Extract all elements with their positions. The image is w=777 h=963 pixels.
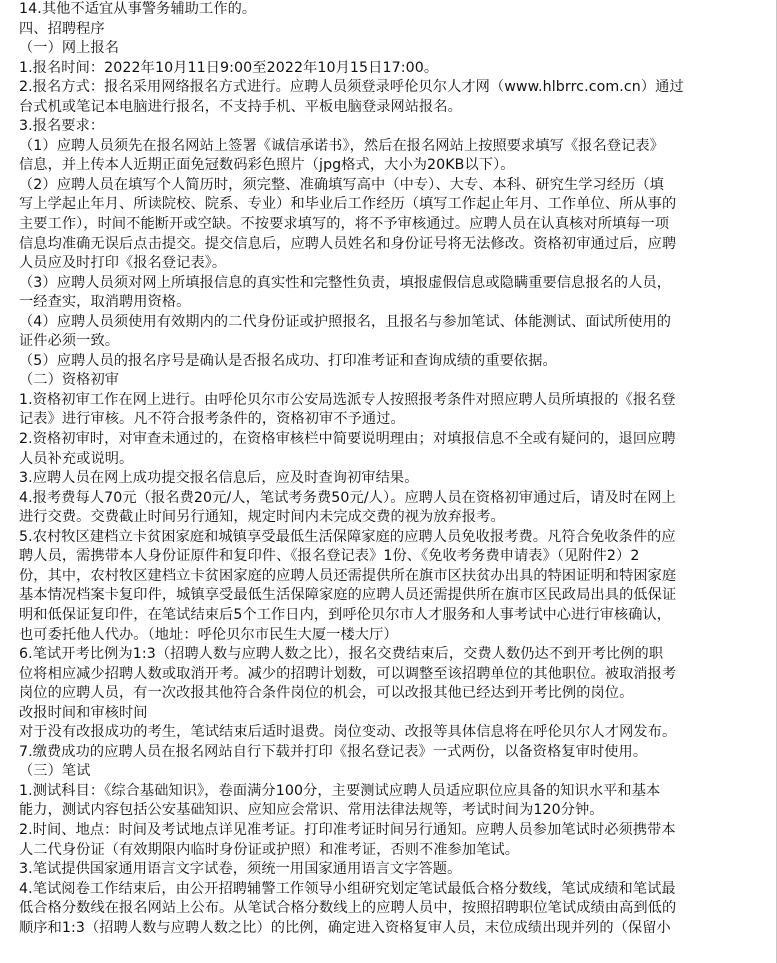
document-line: 1.报名时间：2022年10月11日9:00至2022年10月15日17:00。: [19, 59, 439, 76]
document-line: （3）应聘人员须对网上所填报信息的真实性和完整性负责，填报虚假信息或隐瞒重要信息报名的人员，: [19, 274, 672, 291]
document-line: （三）笔试: [19, 763, 91, 780]
document-line: 3.应聘人员在网上成功提交报名信息后，应及时查询初审结果。: [19, 470, 419, 487]
document-line: 记表》进行审核。凡不符合报考条件的，资格初审不予通过。: [19, 411, 405, 428]
document-line: 进行交费。交费截止时间另行通知，规定时间内未完成交费的视为放弃报考。: [19, 509, 505, 526]
document-line: 2.报名方式：报名采用网络报名方式进行。应聘人员须登录呼伦贝尔人才网（www.hlbrrc.com.cn）通过: [19, 79, 684, 96]
document-line: 位将相应减少招聘人数或取消开考。减少的招聘计划数，可以调整至该招聘单位的其他职位。被取消报考: [19, 665, 677, 682]
document-line: 14.其他不适宜从事警务辅助工作的。: [19, 1, 257, 17]
document-line: 信息均准确无误后点击提交。提交信息后，应聘人员姓名和身份证号将无法修改。资格初审通过后，应聘: [19, 235, 677, 252]
document-line: （5）应聘人员的报名序号是确认是否报名成功、打印准考证和查询成绩的重要依据。: [19, 352, 557, 369]
document-line: 岗位的应聘人员，有一次改报其他符合条件岗位的机会，可以改报其他已经达到开考比例的岗位。: [19, 685, 634, 702]
document-line: （一）网上报名: [19, 40, 120, 57]
document-line: 信息，并上传本人近期正面免冠数码彩色照片（jpg格式，大小为20KB以下）。: [19, 157, 515, 174]
document-line: 对于没有改报成功的考生，笔试结束后适时退费。岗位变动、改报等具体信息将在呼伦贝尔人才网发布。: [19, 724, 677, 741]
document-line: 2.时间、地点：时间及考试地点详见准考证。打印准考证时间另行通知。应聘人员参加笔试时必须携带本: [19, 821, 676, 838]
document-line: 1.资格初审工作在网上进行。由呼伦贝尔市公安局选派专人按照报考条件对照应聘人员所填报的《报名登: [19, 391, 676, 408]
document-line: 1.测试科目：《综合基础知识》，卷面满分100分，主要测试应聘人员适应职位应具备的知识水平和基本: [19, 782, 661, 799]
document-line: 基本情况档案卡复印件，城镇享受最低生活保障家庭的应聘人员还需提供所在旗市区民政局出具的低保证: [19, 587, 677, 604]
document-line: 3.笔试提供国家通用语言文字试卷，须统一用国家通用语言文字答题。: [19, 861, 462, 878]
document-line: 6.笔试开考比例为1:3（招聘人数与应聘人数之比），报名交费结束后，交费人数仍达不到开考比例的职: [19, 646, 664, 663]
document-line: 人二代身份证（有效期限内临时身份证或护照）和准考证，否则不准参加笔试。: [19, 841, 520, 858]
document-line: （1）应聘人员须先在报名网站上签署《诚信承诺书》，然后在报名网站上按照要求填写《报名登记表》: [19, 137, 664, 154]
document-line: 7.缴费成功的应聘人员在报名网站自行下载并打印《报名登记表》一式两份，以备资格复审时使用。: [19, 743, 648, 760]
document-line: 低合格分数线在报名网站上公布。从笔试合格分数线上的应聘人员中，按照招聘职位笔试成绩由高到低的: [19, 900, 677, 917]
document-line: （二）资格初审: [19, 372, 120, 389]
document-line: 人员应及时打印《报名登记表》。: [19, 255, 227, 272]
document-line: 聘人员，需携带本人身份证原件和复印件、《报名登记表》1份、《免收考务费申请表》（见附件2）2: [19, 548, 640, 565]
document-line: 4.报考费每人70元（报名费20元/人，笔试考务费50元/人）。应聘人员在资格初审通过后，请及时在网上: [19, 489, 676, 506]
document-line: 4.笔试阅卷工作结束后，由公开招聘辅警工作领导小组研究划定笔试最低合格分数线，笔试成绩和笔试最: [19, 880, 676, 897]
document-line: 台式机或笔记本电脑进行报名，不支持手机、平板电脑登录网站报名。: [19, 98, 462, 115]
document-line: 证件必须一致。: [19, 333, 120, 350]
document-line: 四、招聘程序: [19, 20, 105, 37]
document-line: （2）应聘人员在填写个人简历时，须完整、准确填写高中（中专）、大专、本科、研究生学习经历（填: [19, 176, 664, 193]
document-line: 份，其中，农村牧区建档立卡贫困家庭的应聘人员还需提供所在旗市区扶贫办出具的特困证明和特困家庭: [19, 567, 677, 584]
document-line: 2.资格初审时，对审查未通过的，在资格审核栏中简要说明理由；对填报信息不全或有疑问的，退回应聘: [19, 431, 676, 448]
document-line: 人员补充或说明。: [19, 450, 134, 467]
document-line: 明和低保证复印件，在笔试结束后5个工作日内，到呼伦贝尔市人才服务和人事考试中心进行审核确认，: [19, 606, 672, 623]
document-line: 一经查实，取消聘用资格。: [19, 294, 191, 311]
document-line: 3.报名要求：: [19, 118, 105, 135]
document-line: 主要工作），时间不能断开或空缺。不按要求填写的，将不予审核通过。应聘人员在认真核对所填每一项: [19, 216, 670, 233]
document-line: 也可委托他人代办。（地址：呼伦贝尔市民生大厦一楼大厅）: [19, 626, 398, 643]
document-line: 能力，测试内容包括公安基础知识、应知应会常识、常用法律法规等，考试时间为120分钟。: [19, 802, 604, 819]
document-line: 顺序和1:3（招聘人数与应聘人数之比）的比例，确定进入资格复审人员，末位成绩出现并列的（保留小: [19, 919, 671, 936]
document-line: 5.农村牧区建档立卡贫困家庭和城镇享受最低生活保障家庭的应聘人员免收报考费。凡符合免收条件的应: [19, 528, 676, 545]
document-line: 写上学起止年月、所读院校、院系、专业）和毕业后工作经历（填写工作起止年月、工作单位、所从事的: [19, 196, 677, 213]
document-line: （4）应聘人员须使用有效期内的二代身份证或护照报名，且报名与参加笔试、体能测试、面试所使用的: [19, 313, 672, 330]
document-line: 改报时间和审核时间: [19, 704, 148, 721]
